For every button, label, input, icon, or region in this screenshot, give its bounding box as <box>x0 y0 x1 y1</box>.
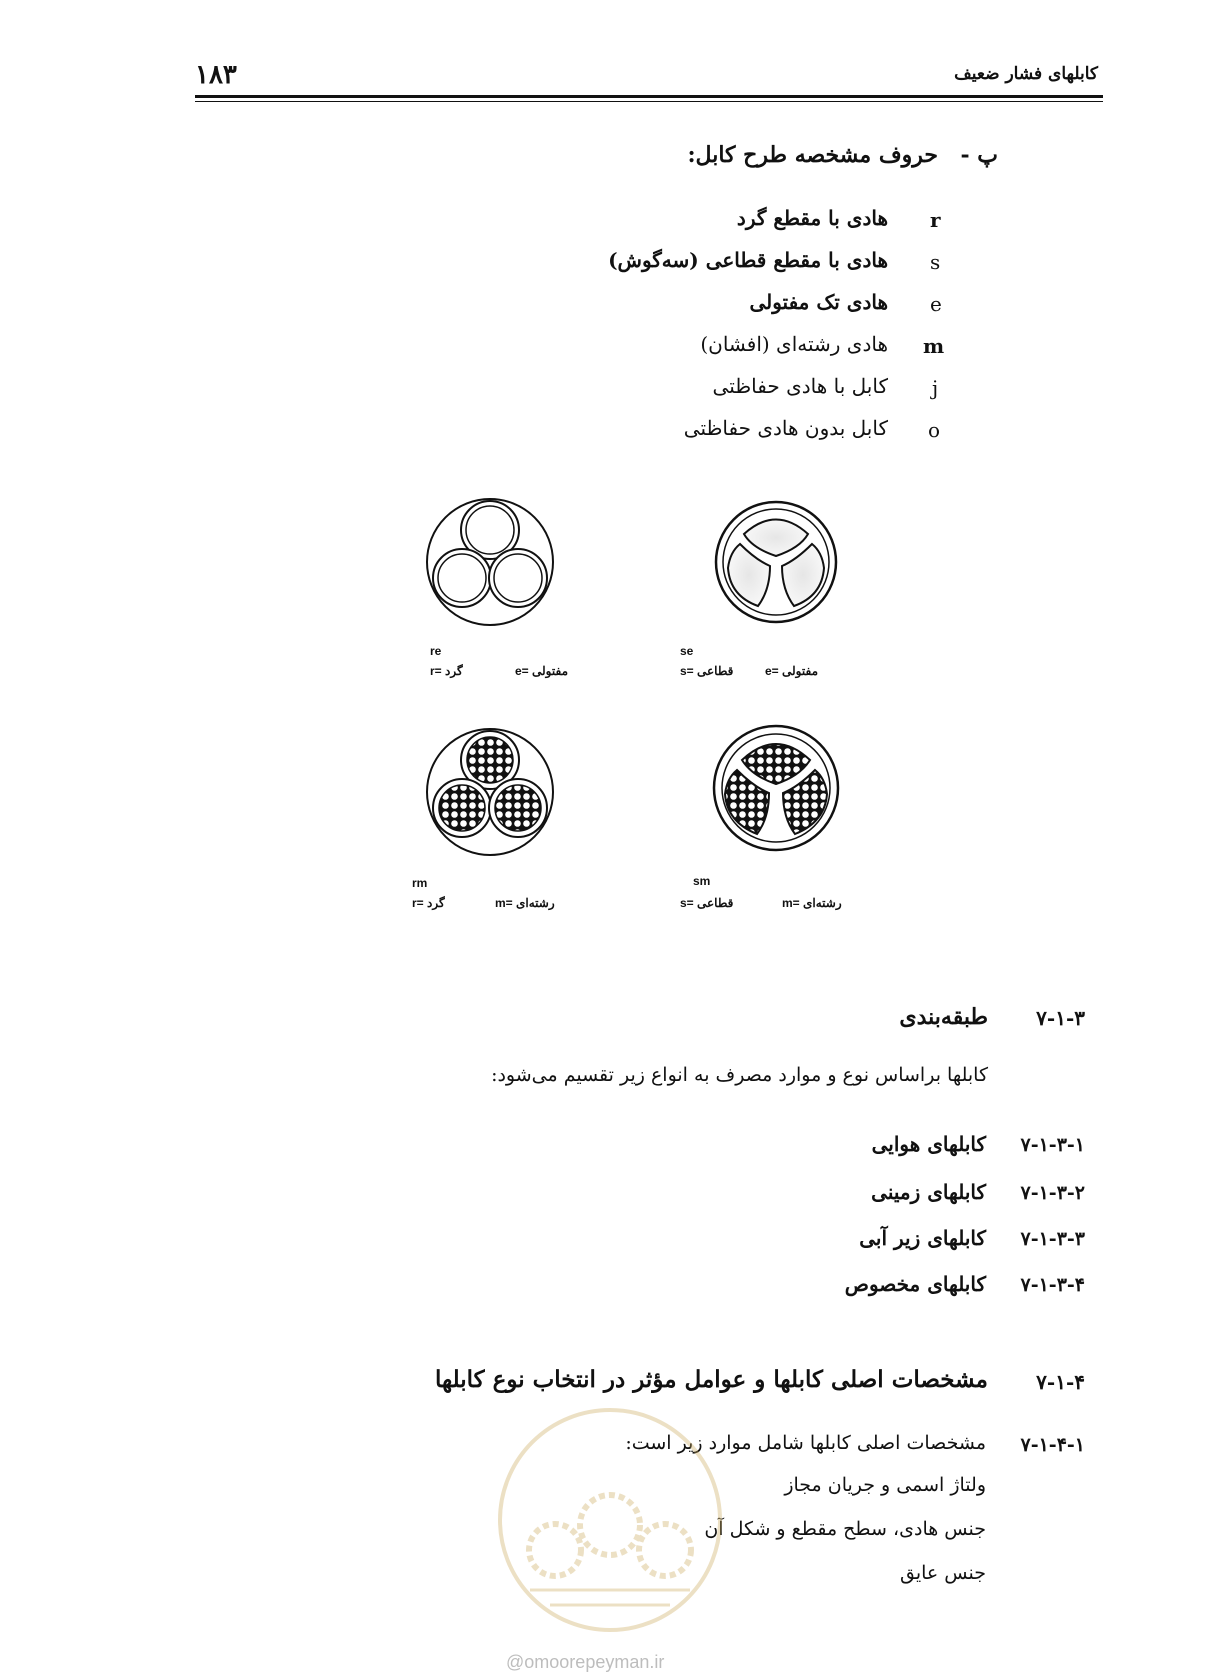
watermark-logo <box>490 1400 730 1640</box>
figure-re-legend-a: r= گرد <box>430 664 463 678</box>
section-p-marker: پ - <box>960 142 998 168</box>
letter-j-meaning: کابل با هادی حفاظتی <box>712 374 888 398</box>
classification-item-title: کابلهای زیر آبی <box>859 1226 986 1250</box>
figure-sm-code: sm <box>693 874 711 888</box>
figure-se-legend-b: e= مفتولی <box>765 664 818 678</box>
letter-m-meaning: هادی رشته‌ای (افشان) <box>700 332 888 356</box>
figure-rm-legend-a: r= گرد <box>412 896 445 910</box>
spec-line: جنس هادی، سطح مقطع و شکل آن <box>704 1518 986 1540</box>
classification-item-number: ۷-۱-۳-۳ <box>1020 1228 1085 1250</box>
classification-item-number: ۷-۱-۳-۴ <box>1020 1274 1085 1296</box>
classification-item-number: ۷-۱-۳-۱ <box>1020 1134 1085 1156</box>
section-731-number: ۷-۱-۳ <box>1036 1006 1085 1030</box>
page-number: ۱۸۳ <box>195 60 237 90</box>
letter-e: e <box>930 292 942 316</box>
section-731-title: طبقه‌بندی <box>899 1004 988 1030</box>
letter-e-meaning: هادی تک مفتولی <box>749 290 888 314</box>
classification-item-title: کابلهای مخصوص <box>844 1272 986 1296</box>
section-7411-intro: مشخصات اصلی کابلها شامل موارد زیر است: <box>625 1432 986 1454</box>
watermark-site: @omoorepeyman.ir <box>506 1652 665 1672</box>
section-p-title: حروف مشخصه طرح کابل: <box>687 142 938 168</box>
at-icon: @ <box>506 1652 525 1672</box>
figure-rm-drawing <box>427 729 553 855</box>
figure-se-legend-a: s= قطاعی <box>680 664 734 678</box>
spec-line: جنس عایق <box>899 1562 986 1584</box>
figure-re-legend-b: e= مفتولی <box>515 664 568 678</box>
figure-sm-legend-a: s= قطاعی <box>680 896 734 910</box>
figure-se-code: se <box>680 644 694 658</box>
figure-sm-drawing <box>714 726 838 850</box>
figure-rm-code: rm <box>412 876 428 890</box>
letter-r-meaning: هادی با مقطع گرد <box>736 206 888 230</box>
letter-r: r <box>930 208 941 232</box>
section-741-title: مشخصات اصلی کابلها و عوامل مؤثر در انتخاب نوع کابلها <box>435 1366 988 1393</box>
section-741-number: ۷-۱-۴ <box>1036 1370 1085 1394</box>
classification-item-title: کابلهای زمینی <box>871 1180 986 1204</box>
running-title: کابلهای فشار ضعیف <box>954 64 1098 84</box>
letter-s-meaning: هادی با مقطع قطاعی (سه‌گوش) <box>608 248 888 272</box>
letter-j: j <box>932 376 939 400</box>
figure-se-drawing <box>716 502 836 622</box>
letter-m: m <box>923 334 945 358</box>
figure-sm-legend-b: m= رشته‌ای <box>782 896 842 910</box>
section-7411-number: ۷-۱-۴-۱ <box>1020 1434 1085 1456</box>
classification-item-number: ۷-۱-۳-۲ <box>1020 1182 1085 1204</box>
letter-o: o <box>928 418 941 442</box>
figure-re-code: re <box>430 644 442 658</box>
section-731-intro: کابلها براساس نوع و موارد مصرف به انواع زیر تقسیم می‌شود: <box>491 1064 988 1086</box>
classification-item-title: کابلهای هوایی <box>871 1132 986 1156</box>
letter-o-meaning: کابل بدون هادی حفاظتی <box>683 416 888 440</box>
figure-re-drawing <box>427 499 553 625</box>
letter-s: s <box>930 250 941 274</box>
figure-rm-legend-b: m= رشته‌ای <box>495 896 555 910</box>
spec-line: ولتاژ اسمی و جریان مجاز <box>784 1474 986 1496</box>
